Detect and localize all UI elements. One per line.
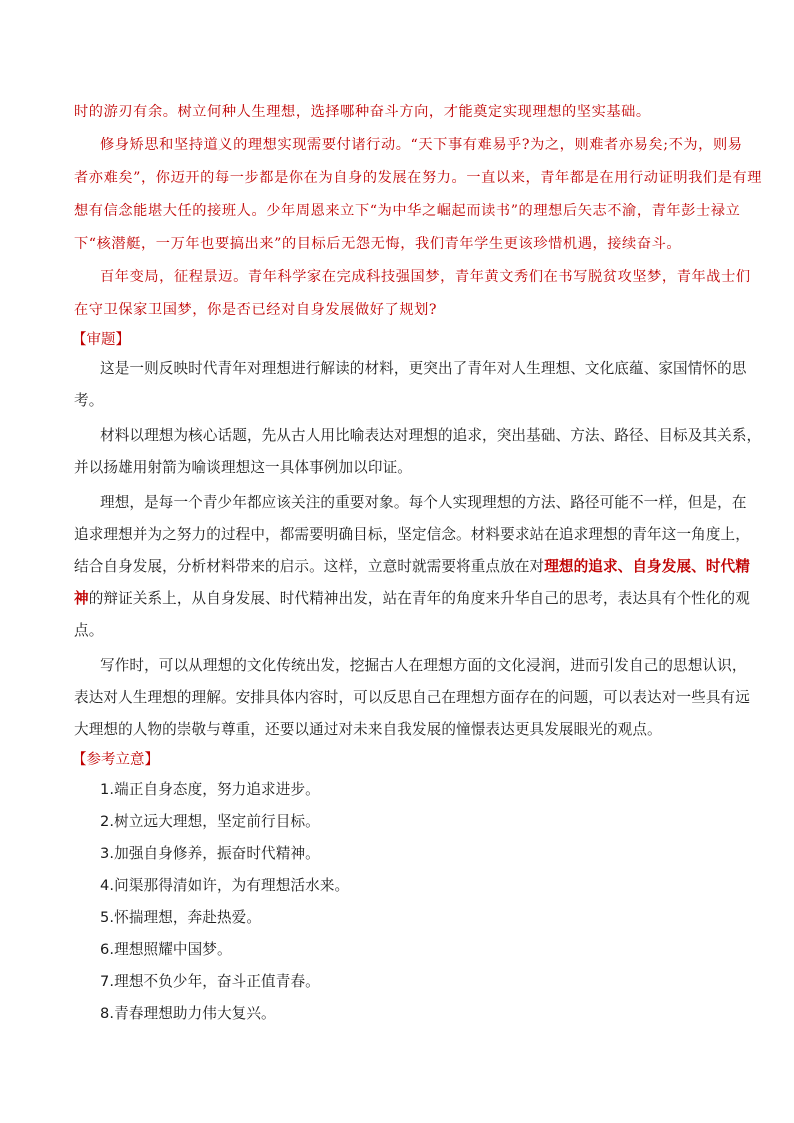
essay-line: 修身矫思和坚持道义的理想实现需要付诸行动。“天下事有难易乎?为之，则难者亦易矣;不为，则易: [100, 137, 743, 153]
review-paragraph-line: 这是一则反映时代青年对理想进行解读的材料，更突出了青年对人生理想、文化底蕴、家国情怀的思: [100, 360, 747, 377]
highlight-text: 神: [74, 590, 89, 607]
essay-line: 下“核潜艇，一万年也要搞出来”的目标后无怨无悔，我们青年学生更该珍惜机遇，接续奋斗。: [74, 236, 682, 252]
review-text: 的辩证关系上，从自身发展、时代精神出发，站在青年的角度来升华自己的思考，表达具有个性化的观: [88, 590, 750, 607]
section-heading-review: 【审题】: [72, 332, 130, 348]
idea-item: 6.理想照耀中国梦。: [100, 941, 232, 958]
idea-item: 8.青春理想助力伟大复兴。: [100, 1005, 276, 1022]
idea-item: 1.端正自身态度，努力追求进步。: [100, 781, 320, 798]
review-paragraph-line: 理想，是每一个青少年都应该关注的重要对象。每个人实现理想的方法、路径可能不一样，但是，在: [100, 494, 747, 511]
review-paragraph-line: 表达对人生理想的理解。安排具体内容时，可以反思自己在理想方面存在的问题，可以表达对一些具有远: [74, 689, 750, 706]
review-paragraph-line: [74, 557, 750, 577]
idea-item: 7.理想不负少年，奋斗正值青春。: [100, 973, 320, 990]
essay-line: 者亦难矣”，你迈开的每一步都是你在为自身的发展在努力。一直以来，青年都是在用行动证明我们是有理: [74, 170, 763, 186]
review-paragraph-line: 点。: [74, 622, 104, 639]
essay-line: 百年变局，征程景迈。青年科学家在完成科技强国梦，青年黄文秀们在书写脱贫攻坚梦，青年战士们: [100, 269, 751, 285]
idea-item: 2.树立远大理想，坚定前行目标。: [100, 813, 320, 830]
highlight-text: 理想的追求、自身发展、时代精: [544, 558, 750, 575]
review-paragraph-line: 写作时，可以从理想的文化传统出发，挖掘古人在理想方面的文化浸润，进而引发自己的思想认识，: [100, 657, 747, 674]
review-paragraph-line: 追求理想并为之努力的过程中，都需要明确目标，坚定信念。材料要求站在追求理想的青年这一角度上，: [74, 526, 750, 543]
essay-line: 时的游刃有余。树立何种人生理想，选择哪种奋斗方向，才能奠定实现理想的坚实基础。: [74, 104, 651, 120]
idea-item: 4.问渠那得清如许，为有理想活水来。: [100, 877, 350, 894]
essay-line: 想有信念能堪大任的接班人。少年周恩来立下“为中华之崛起而读书”的理想后矢志不渝，青年彭士禄立: [74, 203, 741, 219]
review-paragraph-line: [74, 589, 750, 609]
review-paragraph-line: 材料以理想为核心话题，先从古人用比喻表达对理想的追求，突出基础、方法、路径、目标及其关系，: [100, 427, 762, 444]
review-paragraph-line: 并以扬雄用射箭为喻谈理想这一具体事例加以印证。: [74, 459, 412, 476]
review-paragraph-line: 大理想的人物的崇敬与尊重，还要以通过对未来自我发展的憧憬表达更具发展眼光的观点。: [74, 721, 662, 738]
section-heading-ideas: 【参考立意】: [72, 752, 159, 768]
idea-item: 5.怀揣理想，奔赴热爱。: [100, 909, 262, 926]
review-paragraph-line: 考。: [74, 392, 104, 409]
review-text: 结合自身发展，分析材料带来的启示。这样，立意时就需要将重点放在对: [74, 558, 545, 575]
essay-line: 在守卫保家卫国梦，你是否已经对自身发展做好了规划?: [74, 302, 438, 318]
idea-item: 3.加强自身修养，振奋时代精神。: [100, 845, 320, 862]
